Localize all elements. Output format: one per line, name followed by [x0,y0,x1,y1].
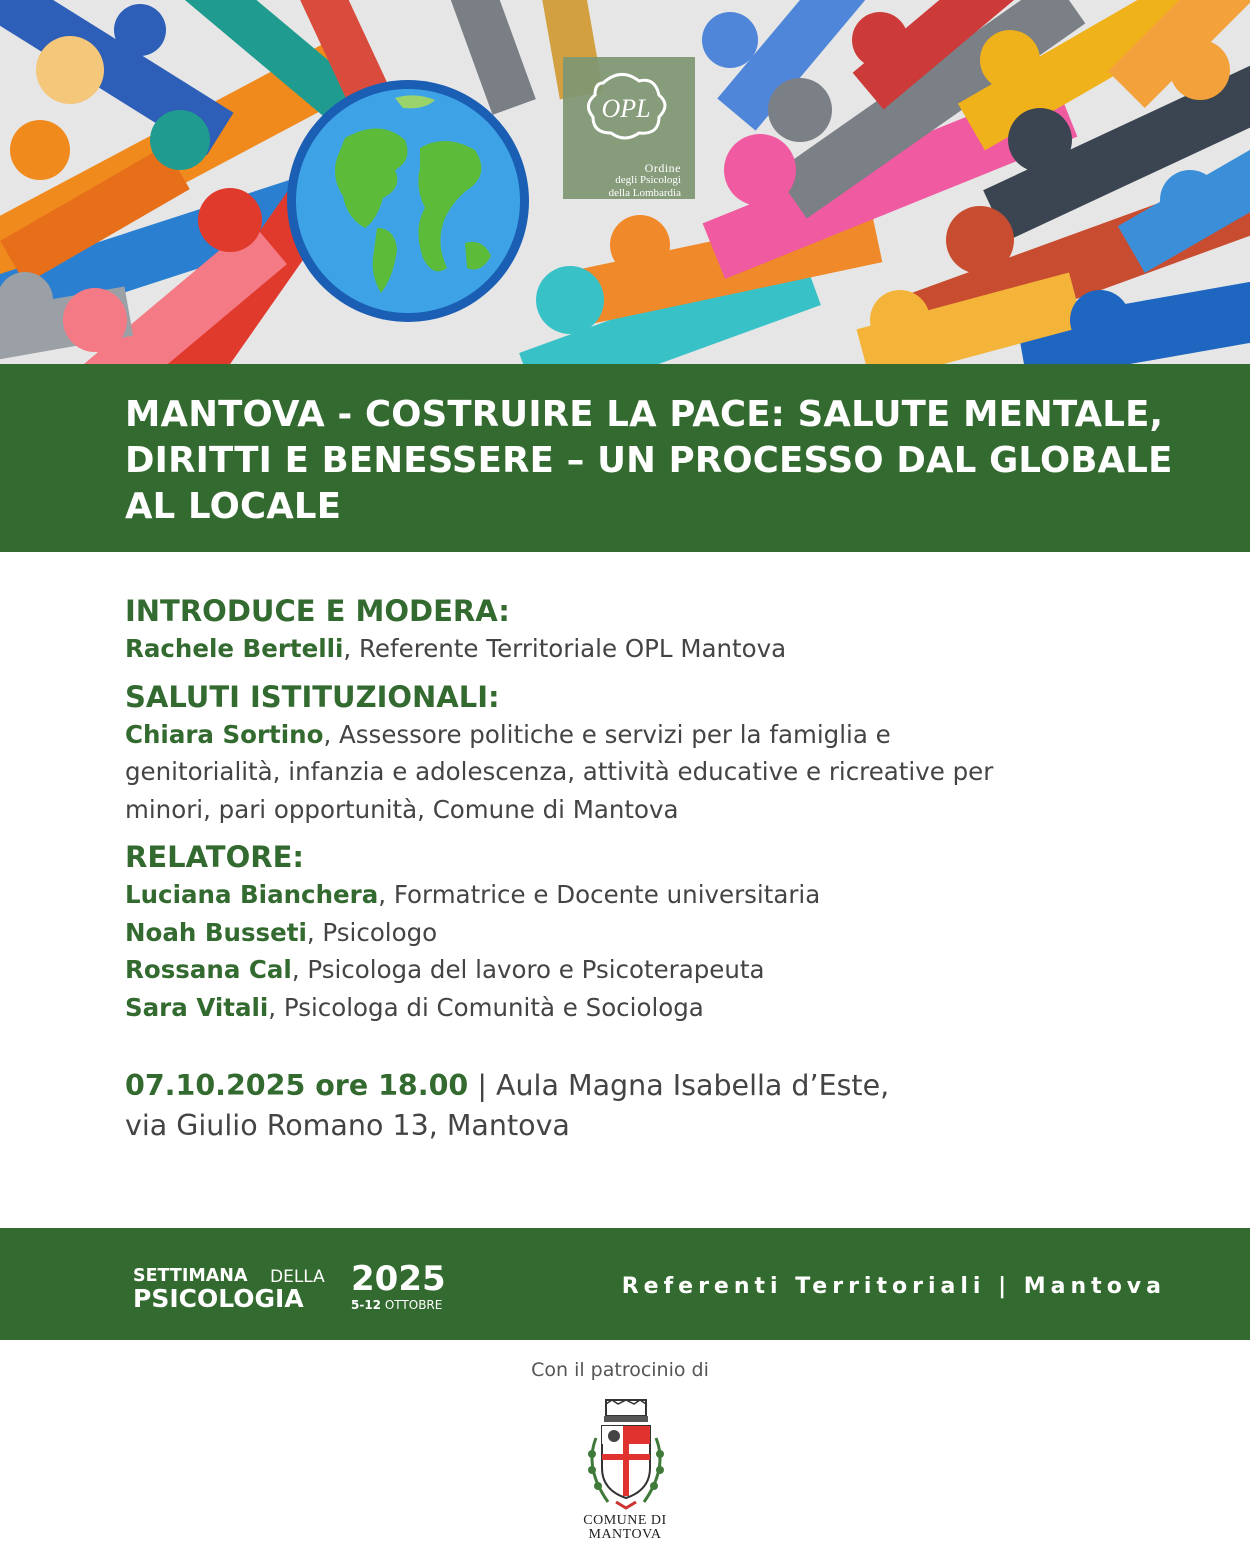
person-name: Chiara Sortino [125,719,324,749]
week-month: OTTOBRE [384,1298,443,1312]
person-line [125,914,1125,952]
referenti-label: Referenti Territoriali | Mantova [621,1274,1166,1299]
person-role: , Referente Territoriale OPL Mantova [343,634,787,663]
person-name: Rachele Bertelli [125,634,344,663]
settimana-psicologia-logo [133,1259,473,1316]
person-line [125,716,1125,754]
week-logo-word1: SETTIMANA [133,1266,248,1286]
section-speakers [125,839,1125,1026]
week-logo-year: 2025 [351,1259,446,1299]
week-logo-word2: DELLA [270,1267,325,1287]
section-heading: RELATORE: [125,840,304,874]
comune-crest-icon [578,1398,674,1512]
globe-icon [285,78,531,324]
person-line [125,951,1125,989]
logo-text-line2: degli Psicologi [615,174,681,186]
section-heading: SALUTI ISTITUZIONALI: [125,679,500,714]
hero-image [0,0,1250,364]
patronage-label: Con il patrocinio di [531,1359,709,1381]
person-role-continuation: minori, pari opportunità, Comune di Mantova [125,794,679,824]
section-heading: INTRODUCE E MODERA: [125,594,510,628]
event-info [125,1066,1125,1146]
person-name: Sara Vitali [125,992,269,1022]
week-dates: 5-12 [351,1298,382,1312]
comune-name [560,1514,690,1542]
person-line [125,989,1125,1027]
person-name: Luciana Bianchera [125,880,379,909]
opl-emblem-icon [581,71,671,143]
week-logo-word3: PSICOLOGIA [133,1284,304,1313]
person-role: , Assessore politiche e servizi per la famiglia e [323,719,891,749]
event-datetime: 07.10.2025 ore 18.00 [125,1069,469,1102]
week-logo-dates [351,1298,442,1312]
event-venue: | Aula Magna Isabella d’Este, [468,1069,890,1102]
event-title: MANTOVA - COSTRUIRE LA PACE: SALUTE MENTALE, DIRITTI E BENESSERE – UN PROCESSO DAL GLOBALE AL LOCALE [125,394,1173,527]
event-address: via Giulio Romano 13, Mantova [125,1109,570,1142]
person-name: Noah Busseti [125,917,307,947]
title-band [0,364,1250,552]
comune-name-line2: MANTOVA [588,1527,662,1542]
comune-name-line1: COMUNE DI [583,1513,667,1528]
person-role-continuation: genitorialità, infanzia e adolescenza, attività educative e ricreative per [125,757,994,786]
footer-band [0,1228,1250,1340]
section-moderator [125,593,1125,668]
svg-text:OPL: OPL [601,94,651,123]
person-role: , Psicologa del lavoro e Psicoterapeuta [291,955,765,984]
logo-text-line1: Ordine [644,161,681,175]
logo-text-line3: della Lombardia [608,187,681,199]
event-datetime-venue [125,1066,1125,1106]
section-institutional-greetings [125,679,1125,829]
person-name: Rossana Cal [125,955,292,984]
person-role: , Formatrice e Docente universitaria [378,880,821,909]
person-line [125,876,1125,914]
person-role: , Psicologo [306,917,438,947]
person-line [125,630,1125,668]
event-details [125,593,1125,1146]
opl-logo [563,57,695,199]
person-role: , Psicologa di Comunità e Sociologa [268,992,704,1022]
